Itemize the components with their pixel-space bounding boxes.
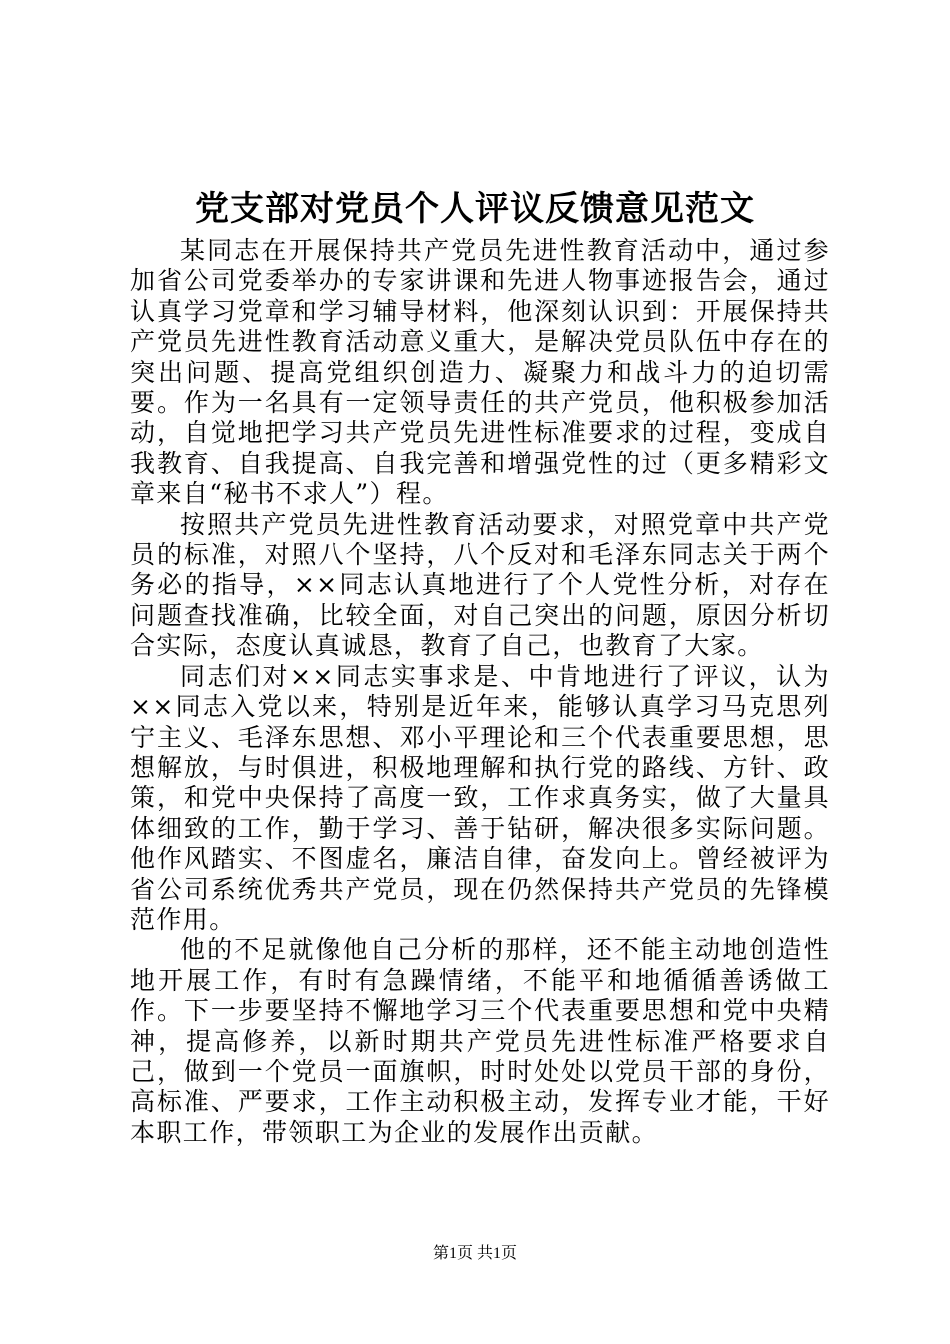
paragraph-3: 同志们对××同志实事求是、中肯地进行了评议，认为××同志入党以来，特别是近年来，能够认真学习马克思列宁主义、毛泽东思想、邓小平理论和三个代表重要思想，思想解放，与时俱进，积极地理解和执行党的路线、方针、政策，和党中央保持了高度一致，工作求真务实，做了大量具体细致的工作，勤于学习、善于钻研，解决很多实际问题。他作风踏实、不图虚名，廉洁自律，奋发向上。曾经被评为省公司系统优秀共产党员，现在仍然保持共产党员的先锋模范作用。 [130, 661, 830, 934]
page-number-footer: 第1页 共1页 [432, 1245, 517, 1262]
paragraph-2: 按照共产党员先进性教育活动要求，对照党章中共产党员的标准，对照八个坚持，八个反对和毛泽东同志关于两个务必的指导，××同志认真地进行了个人党性分析，对存在问题查找准确，比较全面，对自己突出的问题，原因分析切合实际，态度认真诚恳，教育了自己，也教育了大家。 [130, 509, 830, 661]
paragraph-1: 某同志在开展保持共产党员先进性教育活动中，通过参加省公司党委举办的专家讲课和先进人物事迹报告会，通过认真学习党章和学习辅导材料，他深刻认识到：开展保持共产党员先进性教育活动意义重大，是解决党员队伍中存在的突出问题、提高党组织创造力、凝聚力和战斗力的迫切需要。作为一名具有一定领导责任的共产党员，他积极参加活动，自觉地把学习共产党员先进性标准要求的过程，变成自我教育、自我提高、自我完善和增强党性的过（更多精彩文章来自“秘书不求人”）程。 [130, 236, 830, 509]
document-title: 党支部对党员个人评议反馈意见范文 [195, 189, 755, 229]
document-body [130, 236, 830, 1148]
paragraph-4: 他的不足就像他自己分析的那样，还不能主动地创造性地开展工作，有时有急躁情绪，不能平和地循循善诱做工作。下一步要坚持不懈地学习三个代表重要思想和党中央精神，提高修养，以新时期共产党员先进性标准严格要求自己，做到一个党员一面旗帜，时时处处以党员干部的身份，高标准、严要求，工作主动积极主动，发挥专业才能，干好本职工作，带领职工为企业的发展作出贡献。 [130, 935, 830, 1147]
